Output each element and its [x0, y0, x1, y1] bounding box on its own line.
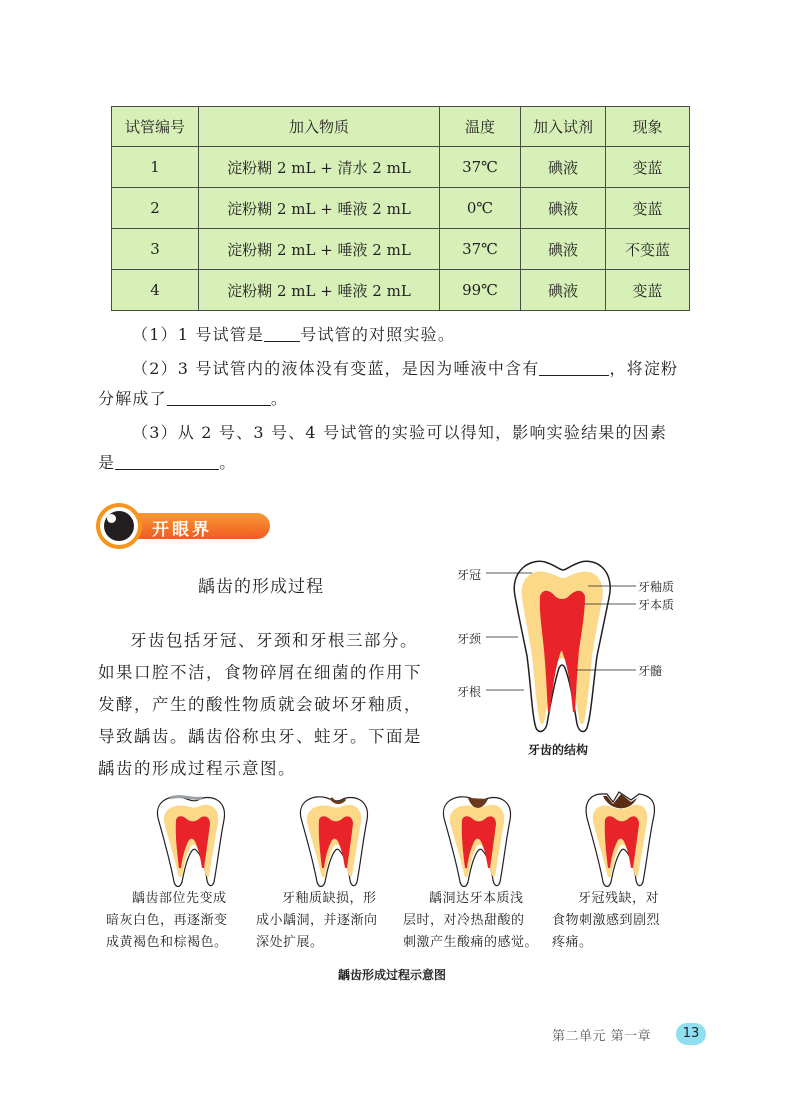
stages-caption: 龋齿形成过程示意图 — [338, 968, 447, 982]
table-cell: 碘液 — [521, 229, 606, 270]
answer-blank[interactable] — [167, 387, 271, 406]
table-cell: 淀粉糊 2 mL + 唾液 2 mL — [199, 229, 440, 270]
table-cell: 3 — [112, 229, 199, 270]
header-cell: 现象 — [606, 107, 690, 147]
table-cell: 变蓝 — [606, 270, 690, 311]
header-cell: 温度 — [440, 107, 521, 147]
table-row — [112, 188, 690, 229]
question-3-cont — [98, 448, 236, 478]
table-cell: 37℃ — [440, 229, 521, 270]
banner-label: 开眼界 — [152, 520, 212, 540]
article-line: 牙齿包括牙冠、牙颈和牙根三部分。 — [130, 631, 418, 650]
article-line: 如果口腔不洁，食物碎屑在细菌的作用下 — [98, 663, 422, 682]
header-cell: 加入物质 — [199, 107, 440, 147]
caption-line: 暗灰白色，再逐渐变 — [106, 913, 228, 928]
stage-1-tooth-image — [150, 790, 240, 890]
question-text: 号试管的对照实验。 — [300, 325, 456, 344]
table-cell: 4 — [112, 270, 199, 311]
table-cell: 1 — [112, 147, 199, 188]
answer-blank[interactable] — [115, 451, 219, 470]
table-cell: 2 — [112, 188, 199, 229]
diagram-leader-lines — [480, 560, 650, 700]
caption-line: 龋洞达牙本质浅 — [429, 891, 524, 906]
caption-line: 成小龋洞，并逐渐向 — [256, 913, 378, 928]
table-cell: 淀粉糊 2 mL + 清水 2 mL — [199, 147, 440, 188]
stage-4-tooth-image — [579, 784, 669, 890]
eye-icon — [96, 503, 142, 549]
label-crown: 牙冠 — [457, 568, 482, 582]
question-text: 分解成了 — [98, 389, 167, 408]
stage-4-caption — [552, 888, 692, 954]
page-number: 13 — [676, 1023, 706, 1045]
caption-line: 牙冠残缺，对 — [578, 891, 660, 906]
experiment-table — [111, 106, 690, 311]
stage-1-caption — [106, 888, 246, 954]
table-cell: 37℃ — [440, 147, 521, 188]
table-cell: 不变蓝 — [606, 229, 690, 270]
caption-line: 疼痛。 — [552, 935, 593, 950]
label-pulp: 牙髓 — [638, 664, 663, 678]
tooth-diagram-caption: 牙齿的结构 — [528, 743, 589, 757]
table-cell: 变蓝 — [606, 147, 690, 188]
question-text: ，将淀粉 — [609, 359, 679, 378]
stage-2-tooth-image — [293, 790, 383, 890]
caption-line: 深处扩展。 — [256, 935, 324, 950]
question-text: （2）3 号试管内的液体没有变蓝，是因为唾液中含有 — [132, 359, 540, 378]
header-cell: 试管编号 — [112, 107, 199, 147]
table-cell: 淀粉糊 2 mL + 唾液 2 mL — [199, 188, 440, 229]
table-cell: 碘液 — [521, 147, 606, 188]
question-text: （1）1 号试管是 — [132, 325, 265, 344]
caption-line: 层时，对冷热甜酸的 — [403, 913, 525, 928]
question-2-cont — [98, 384, 288, 414]
label-dentin: 牙本质 — [638, 598, 675, 612]
question-1 — [132, 320, 455, 350]
header-cell: 加入试剂 — [521, 107, 606, 147]
answer-blank[interactable] — [264, 323, 300, 342]
label-root: 牙根 — [457, 685, 482, 699]
table-cell: 碘液 — [521, 188, 606, 229]
label-neck: 牙颈 — [457, 632, 482, 646]
label-enamel: 牙釉质 — [638, 580, 675, 594]
question-text: 。 — [270, 389, 289, 408]
section-banner — [96, 503, 272, 547]
caption-line: 成黄褐色和棕褐色。 — [106, 935, 228, 950]
caption-line: 牙釉质缺损，形 — [282, 891, 377, 906]
article-title: 龋齿的形成过程 — [198, 577, 324, 597]
answer-blank[interactable] — [539, 357, 609, 376]
question-text: 是 — [98, 453, 116, 472]
caption-line: 食物刺激感到剧烈 — [552, 913, 661, 928]
question-2 — [132, 354, 678, 384]
table-row — [112, 147, 690, 188]
article-line: 导致龋齿。龋齿俗称虫牙、蛀牙。下面是 — [98, 727, 422, 746]
stage-3-caption — [403, 888, 553, 954]
table-cell: 碘液 — [521, 270, 606, 311]
table-header-row — [112, 107, 690, 147]
table-cell: 0℃ — [440, 188, 521, 229]
article-line: 龋齿的形成过程示意图。 — [98, 759, 296, 778]
table-row — [112, 270, 690, 311]
chapter-label: 第二单元 第一章 — [552, 1029, 652, 1044]
question-text: （3）从 2 号、3 号、4 号试管的实验可以得知，影响实验结果的因素 — [132, 423, 668, 442]
article-line: 发酵，产生的酸性物质就会破坏牙釉质， — [98, 695, 422, 714]
question-text: 。 — [219, 453, 237, 472]
stage-2-caption — [256, 888, 396, 954]
table-cell: 99℃ — [440, 270, 521, 311]
table-row — [112, 229, 690, 270]
caption-line: 刺激产生酸痛的感觉。 — [403, 935, 539, 950]
question-3 — [132, 418, 667, 448]
table-cell: 变蓝 — [606, 188, 690, 229]
table-cell: 淀粉糊 2 mL + 唾液 2 mL — [199, 270, 440, 311]
stage-3-tooth-image — [436, 790, 526, 890]
caption-line: 龋齿部位先变成 — [132, 891, 227, 906]
